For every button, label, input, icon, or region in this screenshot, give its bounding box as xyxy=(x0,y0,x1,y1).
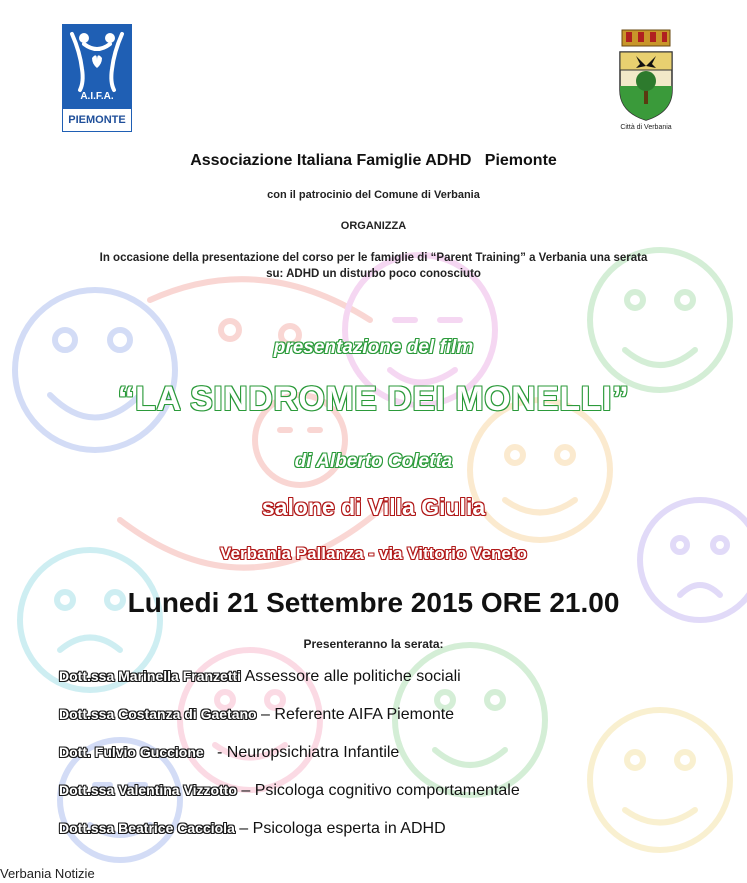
speaker-name: Dott.ssa Marinella Franzetti xyxy=(59,668,242,684)
speaker-list xyxy=(59,668,719,858)
speaker-role: Referente AIFA Piemonte xyxy=(274,706,455,723)
occasion-line-2: su: ADHD un disturbo poco conosciuto xyxy=(266,268,481,280)
speaker-separator: – xyxy=(256,706,275,723)
film-author: di Alberto Coletta xyxy=(294,451,453,472)
association-title: Associazione Italiana Famiglie ADHD Piemonte xyxy=(190,152,557,169)
event-datetime: Lunedi 21 Settembre 2015 ORE 21.00 xyxy=(127,587,620,618)
city-caption: Città di Verbania xyxy=(620,124,672,131)
presenters-heading: Presenteranno la serata: xyxy=(303,637,444,651)
city-crest-icon xyxy=(606,26,686,124)
aifa-region: PIEMONTE xyxy=(62,108,132,132)
address: Verbania Pallanza - via Vittorio Veneto xyxy=(220,544,527,563)
patronage-line: con il patrocinio del Comune di Verbania xyxy=(267,189,480,201)
speaker-role: Psicologa esperta in ADHD xyxy=(252,820,446,837)
film-title: “LA SINDROME DEI MONELLI” xyxy=(117,380,630,418)
speaker-row xyxy=(59,668,719,706)
film-intro: presentazione del film xyxy=(273,337,474,358)
aifa-acronym: A.I.F.A. xyxy=(80,91,114,102)
city-crest-logo xyxy=(606,26,686,136)
figures-icon xyxy=(62,24,132,94)
speaker-row xyxy=(59,744,719,782)
aifa-logo-mark xyxy=(62,24,132,116)
occasion-line-1: In occasione della presentazione del corso per le famiglie di “Parent Training” a Verbania una serata xyxy=(99,252,648,264)
speaker-name: Dott.ssa Valentina Vizzotto xyxy=(59,782,237,798)
speaker-name: Dott. Fulvio Guccione xyxy=(59,744,204,760)
speaker-role: Neuropsichiatra Infantile xyxy=(226,744,400,761)
source-watermark: Verbania Notizie xyxy=(0,866,95,881)
speaker-row xyxy=(59,706,719,744)
occasion-text xyxy=(0,250,747,282)
speaker-role: Psicologa cognitivo comportamentale xyxy=(254,782,520,799)
speaker-name: Dott.ssa Beatrice Cacciola xyxy=(59,820,235,836)
venue: salone di Villa Giulia xyxy=(261,494,486,520)
aifa-logo xyxy=(62,24,132,132)
speaker-name: Dott.ssa Costanza di Gaetano xyxy=(59,706,257,722)
speaker-role: Assessore alle politiche sociali xyxy=(244,668,461,685)
speaker-row xyxy=(59,782,719,820)
speaker-separator: - xyxy=(203,744,227,761)
organizes-line: ORGANIZZA xyxy=(340,220,407,232)
speaker-separator: – xyxy=(236,782,255,799)
speaker-separator: – xyxy=(234,820,253,837)
speaker-row xyxy=(59,820,719,858)
